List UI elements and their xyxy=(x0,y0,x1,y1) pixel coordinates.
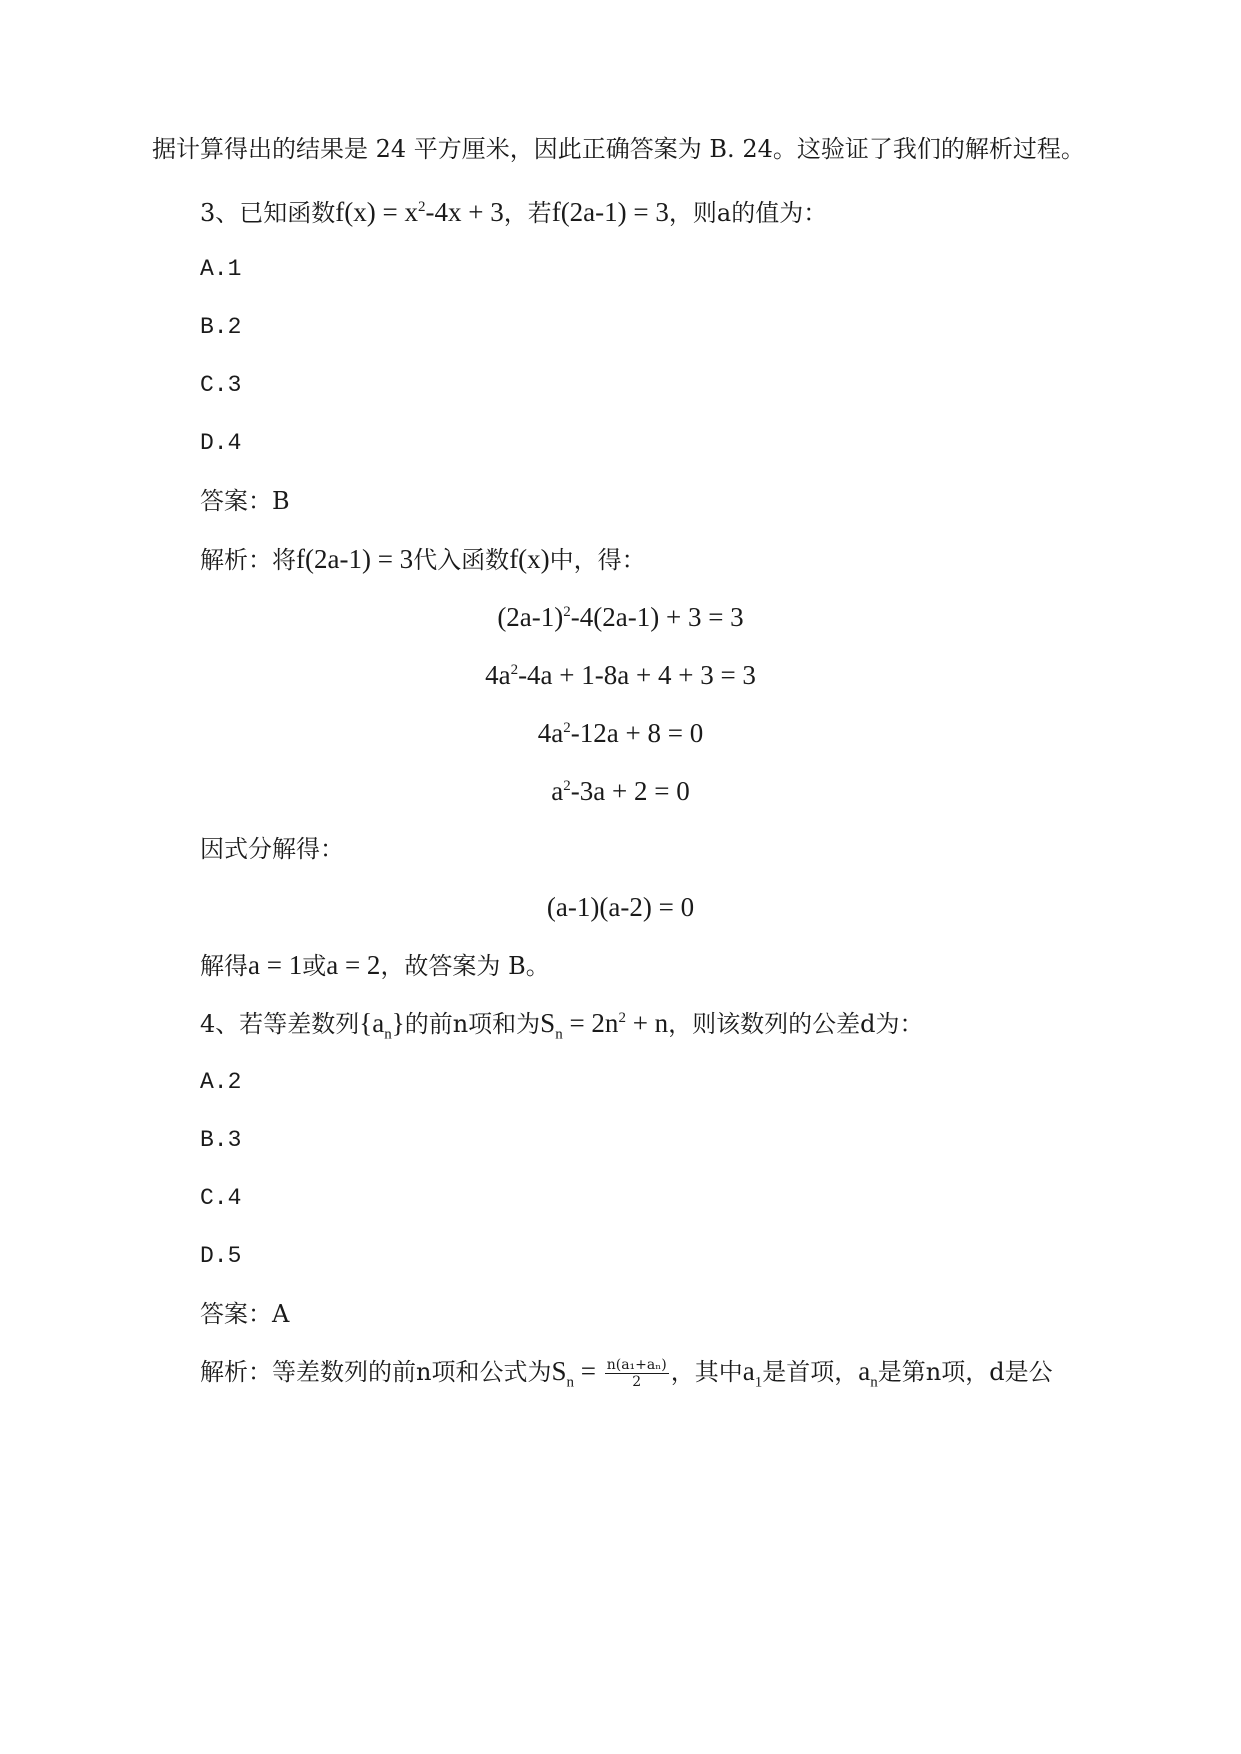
q4-option-c: C.4 xyxy=(200,1185,242,1211)
q3-option-c: C.3 xyxy=(200,372,242,398)
q3-equation-1: $(2a-1)^2-4(2a-1) + 3 = 3$ xyxy=(497,602,744,632)
q3-equation-3: $4a^2-12a + 8 = 0$ xyxy=(537,718,704,748)
q3-option-a: A.1 xyxy=(200,256,242,282)
q3-option-d: D.4 xyxy=(200,430,242,456)
q3-equation-2: $4a^2-4a + 1-8a + 4 + 3 = 3$ xyxy=(485,660,756,690)
q3-option-b: B.2 xyxy=(200,314,242,340)
q4-answer: 答案：A xyxy=(200,1300,290,1328)
q4-analysis: 解析：等差数列的前n项和公式为$S_n$ = $\frac{\text{n(a₁+aₙ)}}{2}$ ，其中$a_1$是首项，$a_n$是第n项，d是公 xyxy=(200,1356,1053,1391)
q4-question: 4、若等差数列$\{a_n\}$的前n项和为$S_n = 2n^2 + n$，则该数列的公差d为： xyxy=(200,1008,924,1043)
q3-equation-4: $a^2-3a + 2 = 0$ xyxy=(551,776,690,806)
q3-condition: f(2a-1) = 3 xyxy=(551,197,669,227)
q3-function-def: $f(x) = x^2-4x + 3$ xyxy=(335,197,504,227)
q3-analysis-intro: 解析：将f(2a-1) = 3代入函数f(x)中，得： xyxy=(200,544,646,574)
q3-solution: 解得a = 1或a = 2，故答案为 B。 xyxy=(200,950,550,980)
intro-paragraph xyxy=(152,132,1241,166)
q3-factor-label: 因式分解得： xyxy=(200,835,344,863)
q4-option-d: D.5 xyxy=(200,1243,242,1269)
q3-prefix: 3、已知函数 xyxy=(200,199,336,227)
sum-formula-fraction: $\frac{\text{n(a₁+aₙ)}}{2}$ xyxy=(606,1357,667,1390)
q4-option-a: A.2 xyxy=(200,1069,242,1095)
q4-option-b: B.3 xyxy=(200,1127,242,1153)
intro-text: 据计算得出的结果是 24 平方厘米，因此正确答案为 B. 24。这验证了我们的解析过程。 xyxy=(152,135,1085,163)
q3-equation-5: (a-1)(a-2) = 0 xyxy=(546,892,695,922)
q3-question: 3、已知函数$f(x) = x^2-4x + 3$，若f(2a-1) = 3，则a的值为： xyxy=(200,197,828,227)
q3-answer: 答案：B xyxy=(200,487,290,515)
